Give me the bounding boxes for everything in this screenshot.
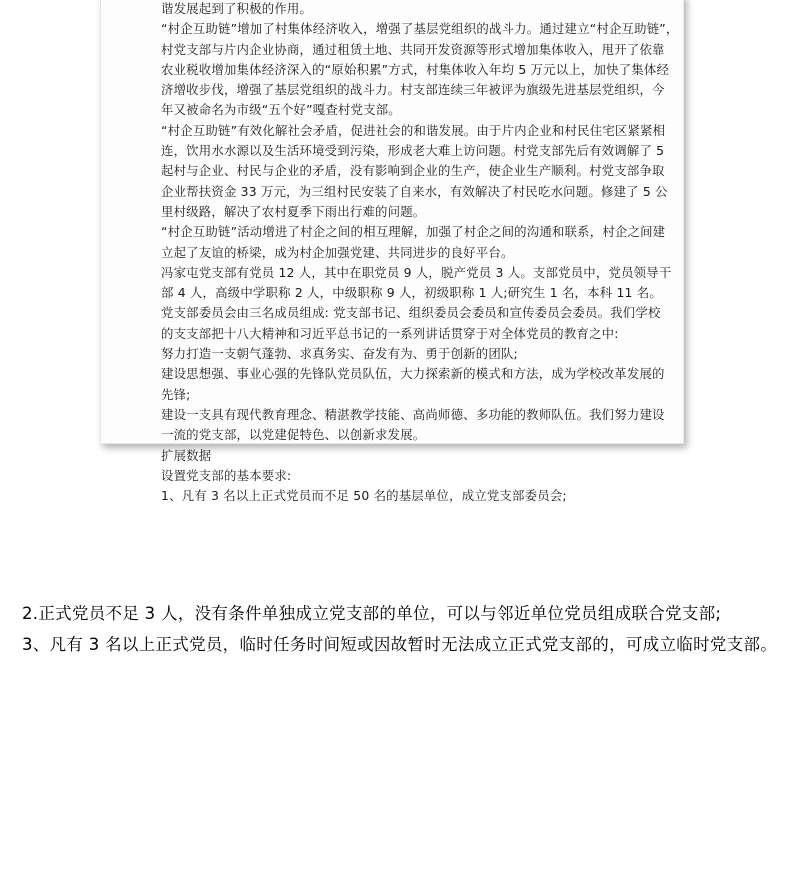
doc-line: 努力打造一支朝气蓬勃、求真务实、奋发有为、勇于创新的团队;	[161, 346, 518, 362]
body-paragraph: 3、凡有 3 名以上正式党员，临时任务时间短或因故暂时无法成立正式党支部的，可成立临时党支部。	[22, 635, 778, 654]
doc-line: 设置党支部的基本要求:	[161, 467, 292, 483]
doc-line: 扩展数据	[161, 447, 212, 463]
doc-line: 里村级路，解决了农村夏季下雨出行难的问题。	[161, 203, 426, 219]
doc-line: 建设思想强、事业心强的先锋队党员队伍，大力探索新的模式和方法，成为学校改革发展的	[161, 366, 665, 382]
doc-line: 连，饮用水水源以及生活环境受到污染，形成老大难上访问题。村党支部先后有效调解了 5	[161, 143, 665, 159]
body-paragraph: 2.正式党员不足 3 人，没有条件单独成立党支部的单位，可以与邻近单位党员组成联合党支部;	[22, 604, 722, 623]
doc-line: 农业税收增加集体经济深入的“原始积累”方式，村集体收入年均 5 万元以上，加快了集体经	[161, 61, 670, 77]
page-body-text	[22, 598, 778, 660]
doc-line: “村企互助链”有效化解社会矛盾，促进社会的和谐发展。由于片内企业和村民住宅区紧紧相	[161, 122, 666, 138]
doc-line: 1、凡有 3 名以上正式党员而不足 50 名的基层单位，成立党支部委员会;	[161, 488, 567, 504]
doc-line: 年又被命名为市级“五个好”嘎查村党支部。	[161, 102, 401, 118]
doc-line: 起村与企业、村民与企业的矛盾，没有影响到企业的生产，使企业生产顺利。村党支部争取	[161, 163, 665, 179]
doc-line: 济增收步伐，增强了基层党组织的战斗力。村支部连续三年被评为旗级先进基层党组织，今	[161, 82, 665, 98]
doc-line: 部 4 人，高级中学职称 2 人，中级职称 9 人，初级职称 1 人;研究生 1 名，本科 11 名。	[161, 285, 662, 301]
scanned-document-text	[101, 0, 683, 504]
doc-line: 冯家屯党支部有党员 12 人，其中在职党员 9 人，脱产党员 3 人。支部党员中，党员领导干	[161, 264, 672, 280]
doc-line: “村企互助链”活动增进了村企之间的相互理解，加强了村企之间的沟通和联系，村企之间建	[161, 224, 666, 240]
doc-line: 立起了友谊的桥梁，成为村企加强党建、共同进步的良好平台。	[161, 244, 514, 260]
doc-line: 谐发展起到了积极的作用。	[161, 1, 313, 16]
doc-line: “村企互助链”增加了村集体经济收入，增强了基层党组织的战斗力。通过建立“村企互助链”，	[161, 21, 679, 37]
doc-line: 村党支部与片内企业协商，通过租赁土地、共同开发资源等形式增加集体收入，甩开了依靠	[161, 41, 665, 57]
scanned-document-card	[100, 0, 684, 504]
doc-line: 建设一支具有现代教育理念、精湛教学技能、高尚师德、多功能的教师队伍。我们努力建设	[161, 406, 665, 422]
doc-line: 党支部委员会由三名成员组成: 党支部书记、组织委员会委员和宣传委员会委员。我们学校	[161, 305, 661, 321]
doc-line: 先锋;	[161, 386, 191, 402]
doc-line: 一流的党支部，以党建促特色、以创新求发展。	[161, 427, 426, 443]
doc-line: 的支支部把十八大精神和习近平总书记的一系列讲话贯穿于对全体党员的教育之中:	[161, 325, 619, 341]
doc-line: 企业帮扶资金 33 万元，为三组村民安装了自来水，有效解决了村民吃水问题。修建了 5 公	[161, 183, 668, 199]
